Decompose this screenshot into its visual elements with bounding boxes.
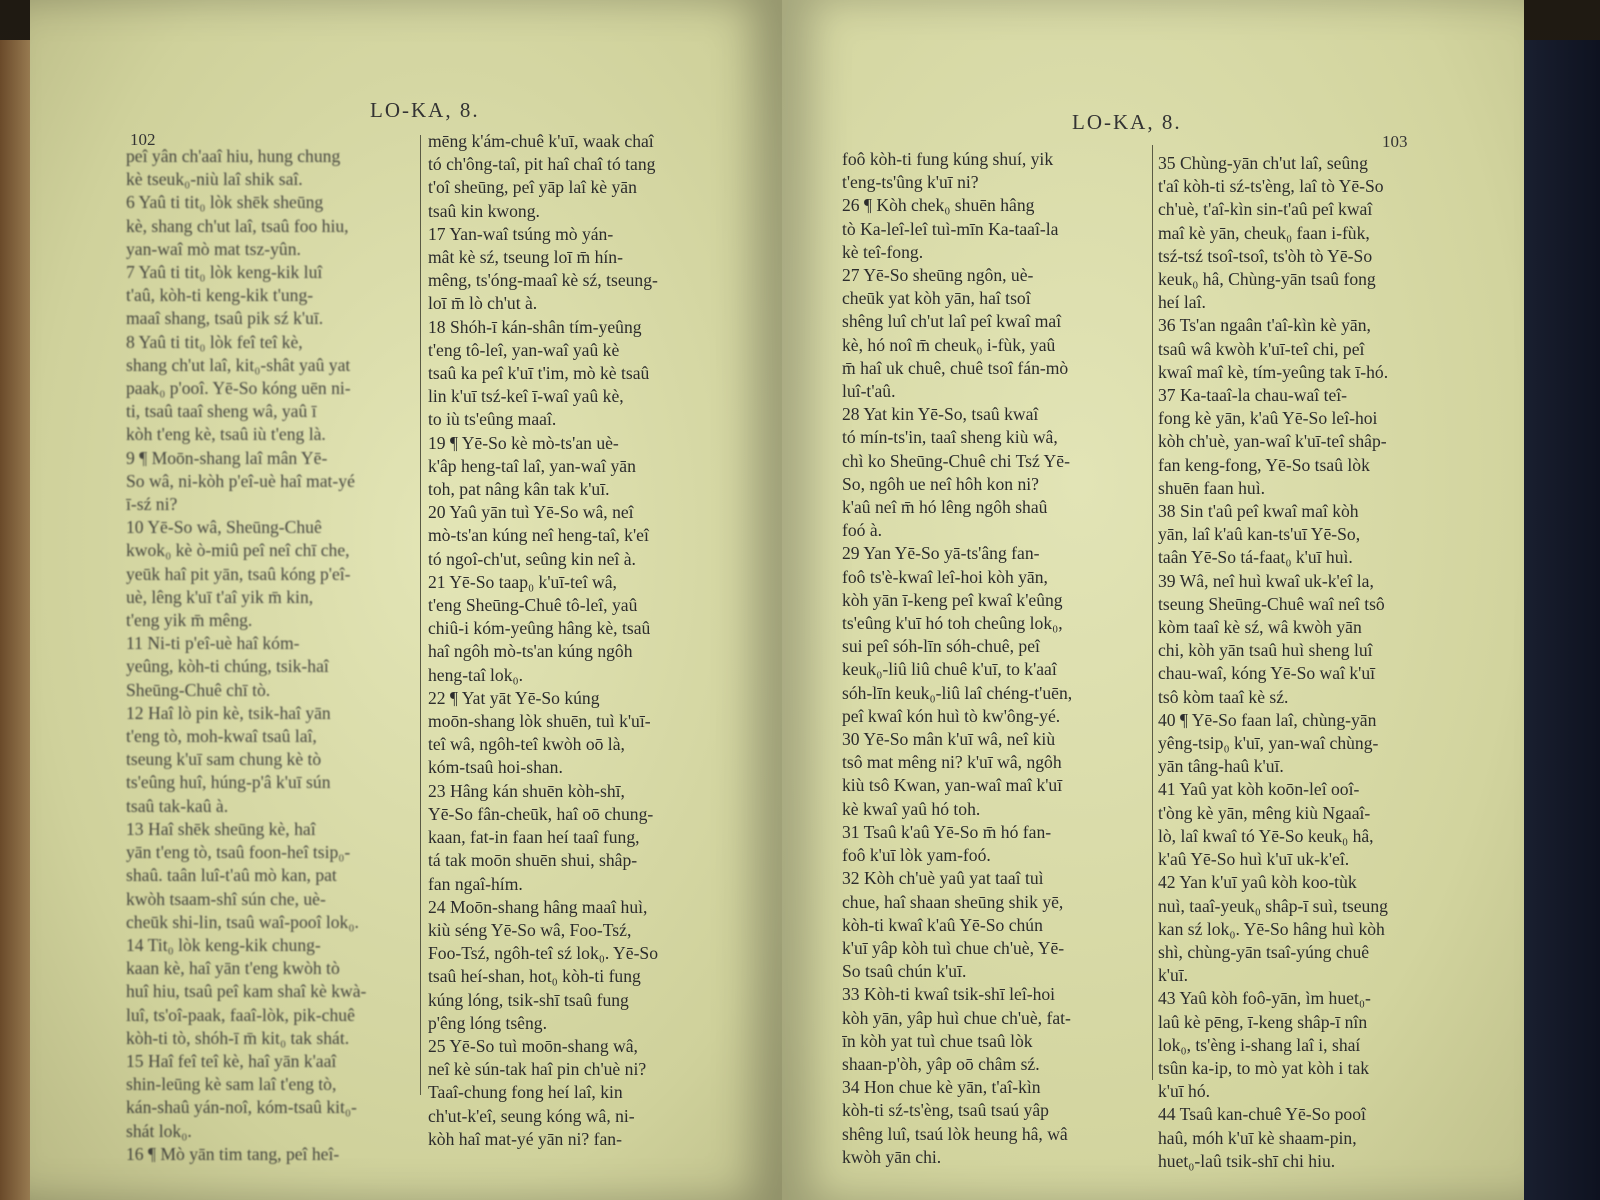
text-line: 18 Shóh-ī kán-shân tím-yeûng	[428, 316, 642, 337]
text-line: k'aû Yē-So huì k'uī uk-k'eî.	[1158, 849, 1350, 870]
text-line: shát lok₀.	[126, 1120, 192, 1141]
text-line: Foo-Tsź, ngôh-teî sź lok₀. Yē-So	[428, 943, 659, 964]
text-line: So tsaû chún k'uī.	[842, 961, 967, 982]
text-line: lò, laî kwaî tó Yē-So keuk₀ hâ,	[1158, 825, 1374, 846]
text-line: k'aû neî m̄ hó lêng ngôh shaû	[842, 497, 1048, 518]
text-line: 33 Kòh-ti kwaî tsik-shī leî-hoi	[842, 984, 1056, 1005]
text-line: t'aû, kòh-ti keng-kik t'ung-	[126, 285, 314, 306]
right-page-column-2	[1158, 152, 1458, 1173]
text-line: shêng luî ch'ut laî peî kwaî maî	[842, 311, 1062, 332]
text-line: ts'eûng huî, húng-p'â k'uī sún	[126, 772, 331, 793]
text-line: Sheūng-Chuê chī tò.	[126, 679, 271, 700]
text-line: tsź-tsź tsoî-tsoî, ts'òh tò Yē-So	[1158, 245, 1373, 266]
text-line: kwok₀ kè ò-miû peî neî chī che,	[126, 540, 350, 561]
text-line: 41 Yaû yat kòh koōn-leî ooî-	[1158, 779, 1360, 800]
text-line: 32 Kòh ch'uè yaû yat taaî tuì	[842, 868, 1044, 889]
text-line: chi, kòh yān tsaû huì sheng luî	[1158, 640, 1373, 661]
text-line: lok₀, ts'èng i-shang laî i, shaí	[1158, 1034, 1361, 1055]
text-line: kóm-tsaû hoi-shan.	[428, 757, 563, 778]
text-line: haî ngôh mò-ts'an kúng ngôh	[428, 641, 633, 662]
text-line: kè, hó noî m̄ cheuk₀ i-fùk, yaû	[842, 334, 1056, 355]
text-line: kòh haî mat-yé yān ni? fan-	[428, 1128, 622, 1149]
text-line: 8 Yaû ti tit₀ lòk feî teî kè,	[126, 331, 303, 352]
text-line: haû, móh k'uī kè shaam-pin,	[1158, 1127, 1357, 1148]
text-line: Yē-So fân-cheūk, haî oō chung-	[428, 803, 654, 824]
text-line: 12 Haî lò pin kè, tsik-haî yān	[126, 702, 331, 723]
text-line: t'oî sheūng, peî yāp laî kè yān	[428, 177, 637, 198]
text-line: kaan, fat-in faan heí taaî fung,	[428, 827, 640, 848]
text-line: kán-shaû yán-noî, kóm-tsaû kit₀-	[126, 1097, 357, 1118]
text-line: 26 ¶ Kòh chek₀ shuēn hâng	[842, 195, 1035, 216]
text-line: 14 Tit₀ lòk keng-kik chung-	[126, 934, 321, 955]
text-line: shì, chùng-yān tsaî-yúng chuê	[1158, 941, 1370, 962]
text-line: kè kwaî yaû hó toh.	[842, 798, 981, 819]
text-line: 23 Hâng kán shuēn kòh-shī,	[428, 780, 625, 801]
text-line: 9 ¶ Moōn-shang laî mân Yē-	[126, 447, 328, 468]
text-line: kòh ch'uè, yan-waî k'uī-teî shâp-	[1158, 431, 1387, 452]
text-line: shaû. taân luî-t'aû mò kan, pat	[126, 865, 337, 886]
text-line: foó à.	[842, 520, 883, 541]
text-line: teî wâ, ngôh-teî kwòh oō là,	[428, 734, 625, 755]
text-line: kúng lóng, tsik-shī tsaû fung	[428, 989, 629, 1010]
text-line: chì ko Sheūng-Chuê chi Tsź Yē-	[842, 450, 1070, 471]
text-line: to iù ts'eûng maaî.	[428, 409, 557, 430]
text-line: kan sź lok₀. Yē-So hâng huì kòh	[1158, 918, 1385, 939]
text-line: p'êng lóng tsêng.	[428, 1012, 547, 1033]
text-line: kòh yān, yâp huì chue ch'uè, fat-	[842, 1007, 1071, 1028]
text-line: kòh-ti sź-ts'èng, tsaû tsaú yâp	[842, 1100, 1049, 1121]
page-number-left: 102	[130, 130, 156, 149]
text-line: cheūk shi-lin, tsaû waî-pooî lok₀.	[126, 911, 359, 932]
text-line: peî kwaî kón huì tò kw'ông-yé.	[842, 705, 1061, 726]
text-line: tó ngoî-ch'ut, seûng kin neî à.	[428, 548, 636, 569]
text-line: tó mín-ts'in, taaî sheng kiù wâ,	[842, 427, 1058, 448]
text-line: Taaî-chung fong heí laî, kin	[428, 1082, 623, 1103]
text-line: tsûn ka-ip, to mò yat kòh i tak	[1158, 1057, 1370, 1078]
text-line: k'uī yâp kòh tuì chue ch'uè, Yē-	[842, 937, 1065, 958]
text-line: yān t'eng tò, tsaû foon-heî tsip₀-	[126, 842, 351, 863]
text-line: 27 Yē-So sheūng ngôn, uè-	[842, 265, 1034, 286]
text-line: keuk₀-liû liû chuê k'uī, to k'aaî	[842, 659, 1057, 680]
text-line: tsaû ka peî k'uī t'im, mò kè tsaû	[428, 363, 650, 384]
text-line: ti, tsaû taaî sheng wâ, yaû ī	[126, 401, 317, 422]
text-line: huet₀-laû tsik-shī chi hiu.	[1158, 1150, 1336, 1171]
column-rule-left	[420, 135, 421, 1095]
text-line: laû kè pēng, ī-keng shâp-ī nîn	[1158, 1011, 1368, 1032]
text-line: ts'eûng k'uī hó toh cheûng lok₀,	[842, 613, 1063, 634]
right-page	[782, 0, 1524, 1200]
text-line: 20 Yaû yān tuì Yē-So wâ, neî	[428, 502, 634, 523]
text-line: lin k'uī tsź-keî ī-waî yaû kè,	[428, 386, 624, 407]
text-line: loī m̄ lò ch'ut à.	[428, 293, 538, 314]
text-line: 40 ¶ Yē-So faan laî, chùng-yān	[1158, 709, 1377, 730]
text-line: yeūk haî pit yān, tsaû kóng p'eî-	[126, 563, 351, 584]
text-line: kè, shang ch'ut laî, tsaû foo hiu,	[126, 215, 349, 236]
text-line: yan-waî mò mat tsz-yûn.	[126, 238, 301, 259]
text-line: k'uī.	[1158, 965, 1189, 986]
text-line: nuì, taaî-yeuk₀ shâp-ī suì, tseung	[1158, 895, 1388, 916]
text-line: uè, lêng k'uī t'aî yik m̄ kin,	[126, 586, 314, 607]
text-line: 35 Chùng-yān ch'ut laî, seûng	[1158, 153, 1368, 173]
text-line: shuēn faan huì.	[1158, 477, 1265, 498]
text-line: 34 Hon chue kè yān, t'aî-kìn	[842, 1077, 1041, 1098]
text-line: mât kè sź, tseung loī m̄ hín-	[428, 247, 623, 268]
text-line: 36 Ts'an ngaân t'aî-kìn kè yān,	[1158, 315, 1371, 336]
text-line: kwòh yān chi.	[842, 1146, 942, 1167]
text-line: ch'ut-k'eî, seung kóng wâ, ni-	[428, 1105, 635, 1126]
text-line: foô k'uī lòk yam-foó.	[842, 845, 991, 866]
text-line: kiù tsô Kwan, yan-waî maî k'uī	[842, 775, 1063, 796]
text-line: tá tak moōn shuēn shui, shâp-	[428, 850, 638, 871]
text-line: sóh-līn keuk₀-liû laî chéng-t'uēn,	[842, 682, 1073, 703]
text-line: kòm taaî kè sź, wâ kwòh yān	[1158, 617, 1362, 638]
text-line: fan keng-fong, Yē-So tsaû lòk	[1158, 454, 1370, 475]
text-line: kòh-ti kwaî k'aû Yē-So chún	[842, 914, 1043, 935]
text-line: kwaî maî kè, tím-yeûng tak ī-hó.	[1158, 361, 1389, 382]
text-line: k'âp heng-taî laî, yan-waî yān	[428, 455, 636, 476]
running-header-right: LO-KA, 8.	[1072, 110, 1182, 134]
text-line: 25 Yē-So tuì moōn-shang wâ,	[428, 1035, 638, 1056]
text-line: So, ngôh ue neî hôh kon ni?	[842, 473, 1039, 494]
text-line: keuk₀ hâ, Chùng-yān tsaû fong	[1158, 269, 1376, 290]
text-line: kòh yān ī-keng peî kwaî k'eûng	[842, 589, 1063, 610]
page-number-right: 103	[1382, 132, 1408, 151]
text-line: maaî shang, tsaû pik sź k'uī.	[126, 308, 324, 329]
text-line: 16 ¶ Mò yān tim tang, peî heî-	[126, 1143, 340, 1164]
text-line: 30 Yē-So mân k'uī wâ, neî kiù	[842, 729, 1056, 750]
text-line: foô ts'è-kwaî leî-hoi kòh yān,	[842, 566, 1048, 587]
text-line: k'uī hó.	[1158, 1081, 1211, 1102]
text-line: tsô mat mêng ni? k'uī wâ, ngôh	[842, 752, 1062, 773]
text-line: tsaû kin kwong.	[428, 200, 540, 221]
text-line: tseung k'uī sam chung kè tò	[126, 749, 322, 770]
text-line: t'eng tô-leî, yan-waî yaû kè	[428, 339, 620, 360]
text-line: m̄ haî uk chuê, chuê tsoî fán-mò	[842, 357, 1069, 378]
text-line: kè tseuk₀-niù laî shik saî.	[126, 169, 303, 190]
text-line: paak₀ p'ooî. Yē-So kóng uēn ni-	[126, 378, 351, 399]
text-line: 6 Yaû ti tit₀ lòk shēk sheūng	[126, 192, 324, 213]
text-line: īn kòh yat tuì chue tsaû lòk	[842, 1030, 1033, 1051]
text-line: luî-t'aû.	[842, 381, 896, 402]
text-line: 21 Yē-So taap₀ k'uī-teî wâ,	[428, 571, 617, 592]
text-line: yeûng, kòh-ti chúng, tsik-haî	[126, 656, 329, 677]
text-line: shin-leūng kè sam laî t'eng tò,	[126, 1074, 337, 1095]
text-line: 10 Yē-So wâ, Sheūng-Chuê	[126, 517, 322, 538]
text-line: kiù séng Yē-So wâ, Foo-Tsź,	[428, 919, 632, 940]
text-line: kè teî-fong.	[842, 241, 924, 262]
text-line: 31 Tsaû k'aû Yē-So m̄ hó fan-	[842, 821, 1052, 842]
text-line: 17 Yan-waî tsúng mò yán-	[428, 223, 614, 244]
text-line: kaan kè, haî yān t'eng kwòh tò	[126, 958, 340, 979]
text-line: mēng k'ám-chuê k'uī, waak chaî	[428, 131, 654, 151]
text-line: fan ngaî-hím.	[428, 873, 523, 894]
text-line: ī-sź ni?	[126, 494, 178, 515]
text-line: chue, haî shaan sheūng shik yē,	[842, 891, 1064, 912]
left-page-column-2	[428, 130, 746, 1151]
text-line: maî kè yān, cheuk₀ faan i-fùk,	[1158, 222, 1370, 243]
text-line: tò Ka-leî-leî tuì-mīn Ka-taaî-la	[842, 218, 1059, 239]
text-line: So wâ, ni-kòh p'eî-uè haî mat-yé	[126, 470, 355, 491]
text-line: t'eng Sheūng-Chuê tô-leî, yaû	[428, 595, 638, 616]
text-line: 43 Yaû kòh foô-yān, ìm huet₀-	[1158, 988, 1371, 1009]
text-line: t'òng kè yān, mêng kiù Ngaaî-	[1158, 802, 1371, 823]
text-line: tseung Sheūng-Chuê waî neî tsô	[1158, 593, 1385, 614]
text-line: kòh-ti tò, shóh-ī m̄ kit₀ tak shát.	[126, 1027, 350, 1048]
text-line: 28 Yat kin Yē-So, tsaû kwaî	[842, 404, 1039, 425]
text-line: tó ch'ông-taî, pit haî chaî tó tang	[428, 154, 656, 175]
text-line: tsaû wâ kwòh k'uī-teî chi, peî	[1158, 338, 1365, 359]
text-line: toh, pat nâng kân tak k'uī.	[428, 479, 610, 500]
text-line: huî hiu, tsaû peî kam shaî kè kwà-	[126, 981, 367, 1002]
text-line: kòh t'eng kè, tsaû iù t'eng là.	[126, 424, 326, 445]
right-page-column-1	[842, 148, 1147, 1169]
left-page-column-1	[126, 145, 416, 1166]
text-line: peî yân ch'aaî hiu, hung chung	[126, 146, 341, 166]
text-line: t'aî kòh-ti sź-ts'èng, laî tò Yē-So	[1158, 176, 1384, 197]
text-line: 44 Tsaû kan-chuê Yē-So pooî	[1158, 1104, 1366, 1125]
text-line: neî kè sún-tak haî pin ch'uè ni?	[428, 1059, 647, 1080]
text-line: chiû-i kóm-yeûng hâng kè, tsaû	[428, 618, 651, 639]
text-line: 7 Yaû ti tit₀ lòk keng-kik luî	[126, 262, 323, 283]
text-line: shêng luî, tsaú lòk heung hâ, wâ	[842, 1123, 1068, 1144]
text-line: foô kòh-ti fung kúng shuí, yik	[842, 149, 1054, 169]
text-line: 42 Yan k'uī yaû kòh koo-tùk	[1158, 872, 1357, 893]
text-line: 15 Haî feî teî kè, haî yān k'aaî	[126, 1050, 337, 1071]
text-line: shaan-p'òh, yâp oō châm sź.	[842, 1053, 1040, 1074]
text-line: tsaû heí-shan, hot₀ kòh-ti fung	[428, 966, 641, 987]
text-line: 38 Sin t'aû peî kwaî maî kòh	[1158, 501, 1359, 522]
text-line: 13 Haî shēk sheūng kè, haî	[126, 818, 316, 839]
text-line: mò-ts'an kúng neî heng-taî, k'eî	[428, 525, 649, 546]
text-line: fong kè yān, k'aû Yē-So leî-hoi	[1158, 408, 1378, 429]
text-line: cheūk yat kòh yān, haî tsoî	[842, 288, 1031, 309]
text-line: 37 Ka-taaî-la chau-waî teî-	[1158, 385, 1348, 406]
text-line: heí laî.	[1158, 292, 1206, 313]
text-line: 39 Wâ, neî huì kwaî uk-k'eî la,	[1158, 570, 1374, 591]
text-line: sui peî sóh-līn sóh-chuê, peî	[842, 636, 1040, 657]
text-line: chau-waî, kóng Yē-So waî k'uī	[1158, 663, 1376, 684]
text-line: t'eng yik m̄ mêng.	[126, 610, 253, 631]
text-line: 11 Ni-ti p'eî-uè haî kóm-	[126, 633, 300, 654]
text-line: moōn-shang lòk shuēn, tuì k'uī-	[428, 711, 651, 732]
text-line: ch'uè, t'aî-kìn sin-t'aû peî kwaî	[1158, 199, 1373, 220]
text-line: 22 ¶ Yat yāt Yē-So kúng	[428, 687, 600, 708]
text-line: tsô kòm taaî kè sź.	[1158, 686, 1289, 707]
text-line: yān tâng-haû k'uī.	[1158, 756, 1284, 777]
left-page	[30, 0, 782, 1200]
text-line: yêng-tsip₀ k'uī, yan-waî chùng-	[1158, 733, 1379, 754]
column-rule-right	[1152, 145, 1153, 1080]
text-line: 24 Moōn-shang hâng maaî huì,	[428, 896, 648, 917]
text-line: t'eng-ts'ûng k'uī ni?	[842, 172, 979, 193]
text-line: shang ch'ut laî, kit₀-shât yaû yat	[126, 354, 351, 375]
text-line: yān, laî k'aû kan-ts'uī Yē-So,	[1158, 524, 1361, 545]
text-line: mêng, ts'óng-maaî kè sź, tseung-	[428, 270, 658, 291]
running-header-left: LO-KA, 8.	[370, 98, 480, 122]
text-line: kwòh tsaam-shî sún che, uè-	[126, 888, 326, 909]
text-line: t'eng tò, moh-kwaî tsaû laî,	[126, 726, 317, 747]
text-line: 29 Yan Yē-So yā-ts'âng fan-	[842, 543, 1040, 564]
text-line: luî, ts'oî-paak, faaî-lòk, pik-chuê	[126, 1004, 355, 1025]
text-line: taân Yē-So tá-faat₀ k'uī huì.	[1158, 547, 1353, 568]
text-line: tsaû tak-kaû à.	[126, 795, 229, 816]
text-line: 19 ¶ Yē-So kè mò-ts'an uè-	[428, 432, 619, 453]
text-line: heng-taî lok₀.	[428, 664, 524, 685]
